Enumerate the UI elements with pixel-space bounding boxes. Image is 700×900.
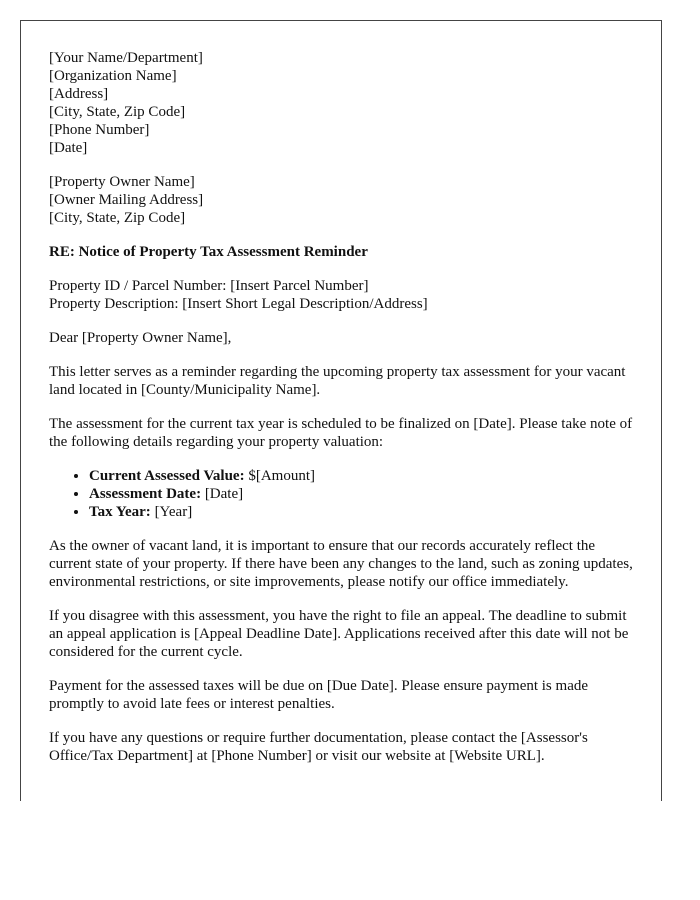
letter-page: [20, 20, 662, 801]
paragraph-assessment: The assessment for the current tax year is scheduled to be finalized on [Date]. Please take note of the following details regarding your property valuation:: [49, 416, 633, 450]
recipient-line: [Owner Mailing Address]: [49, 192, 204, 208]
property-description: Property Description: [Insert Short Legal Description/Address]: [49, 296, 428, 312]
detail-item: [89, 467, 637, 485]
letter-content: [21, 21, 661, 765]
recipient-address: [49, 173, 637, 227]
detail-label: Current Assessed Value:: [89, 468, 245, 484]
sender-line: [Your Name/Department]: [49, 50, 203, 66]
sender-line: [Phone Number]: [49, 122, 150, 138]
paragraph-owner-notice: As the owner of vacant land, it is important to ensure that our records accurately reflect the current state of your property. If there have been any changes to the land, such as zoning updates, environmental restrictions, or site improvements, please notify our office immediately.: [49, 538, 633, 590]
paragraph-intro: This letter serves as a reminder regarding the upcoming property tax assessment for your vacant land located in [County/Municipality Name].: [49, 364, 626, 398]
detail-value: $[Amount]: [244, 468, 315, 484]
detail-item: [89, 503, 637, 521]
subject-line: RE: Notice of Property Tax Assessment Reminder: [49, 244, 368, 260]
sender-line: [City, State, Zip Code]: [49, 104, 186, 120]
paragraph-contact: If you have any questions or require further documentation, please contact the [Assessor's Office/Tax Department] at [Phone Number] or visit our website at [Website URL].: [49, 730, 588, 764]
paragraph-appeal: If you disagree with this assessment, you have the right to file an appeal. The deadline to submit an appeal application is [Appeal Deadline Date]. Applications received after this date will not be considered for the current cycle.: [49, 608, 629, 660]
detail-item: [89, 485, 637, 503]
sender-line: [Date]: [49, 140, 88, 156]
salutation: Dear [Property Owner Name],: [49, 330, 232, 346]
sender-line: [Address]: [49, 86, 109, 102]
paragraph-payment: Payment for the assessed taxes will be due on [Due Date]. Please ensure payment is made promptly to avoid late fees or interest penalties.: [49, 678, 589, 712]
recipient-line: [City, State, Zip Code]: [49, 210, 186, 226]
sender-line: [Organization Name]: [49, 68, 177, 84]
sender-address: [49, 49, 637, 157]
recipient-line: [Property Owner Name]: [49, 174, 195, 190]
detail-label: Assessment Date:: [89, 486, 202, 502]
detail-label: Tax Year:: [89, 504, 151, 520]
detail-value: [Year]: [150, 504, 193, 520]
detail-value: [Date]: [201, 486, 244, 502]
property-info: [49, 277, 637, 313]
details-list: [49, 467, 637, 521]
property-id: Property ID / Parcel Number: [Insert Parcel Number]: [49, 278, 369, 294]
